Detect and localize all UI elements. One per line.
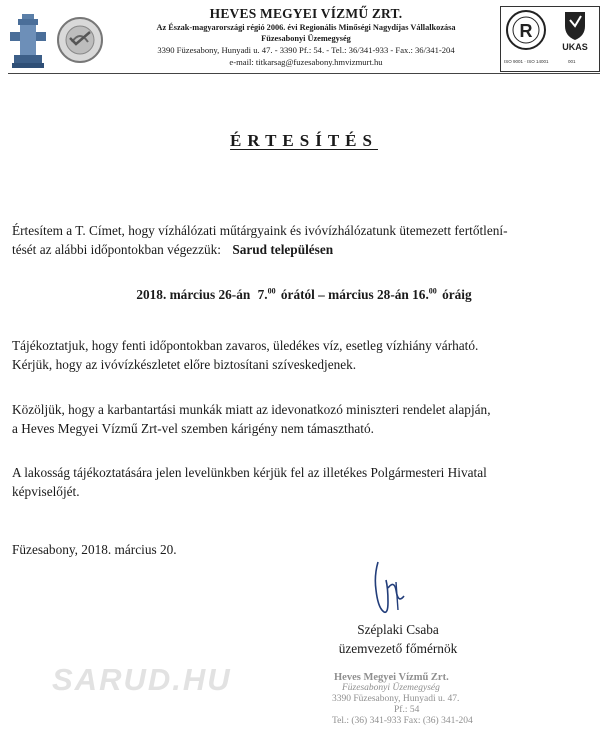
- site-watermark: SARUD.HU: [52, 662, 232, 697]
- document-title: ÉRTESÍTÉS: [230, 131, 378, 150]
- liability-paragraph: [12, 400, 598, 438]
- ukas-certification-icon: [555, 8, 595, 56]
- iso-cert-text: ISO 9001 · ISO 14001: [504, 59, 549, 64]
- unit-line: Füzesabonyi Üzemegység: [261, 34, 351, 43]
- stamp-line-1: Heves Megyei Vízmű Zrt.: [334, 672, 449, 683]
- letter-date: Füzesabony, 2018. március 20.: [12, 542, 177, 557]
- notice-paragraph: [12, 336, 598, 374]
- stamp-line-3: 3390 Füzesabony, Hunyadi u. 47.: [332, 694, 460, 704]
- signer-role: üzemvezető főmérnök: [338, 641, 458, 656]
- letterhead: [110, 6, 502, 68]
- end-suffix: óráig: [442, 287, 472, 302]
- intro-line-1: Értesítem a T. Címet, hogy vízhálózati műtárgyaink és ivóvízhálózatunk ütemezett fertőtlení-: [12, 223, 508, 238]
- intro-paragraph: [12, 221, 598, 259]
- svg-text:R: R: [519, 21, 533, 41]
- iso-certification-icon: [503, 8, 549, 56]
- start-suffix: órától – március 28-án: [280, 287, 409, 302]
- start-date: 2018. március 26-án: [136, 287, 251, 302]
- ukas-label: UKAS: [562, 42, 588, 52]
- company-name: HEVES MEGYEI VÍZMŰ ZRT.: [209, 6, 403, 21]
- stamp-line-5: Tel.: (36) 341-933 Fax: (36) 341-204: [332, 716, 473, 726]
- header-divider: [8, 73, 600, 74]
- end-minute: 00: [428, 286, 437, 296]
- cert-number: 001: [568, 59, 576, 64]
- end-hour: 16.: [412, 287, 429, 302]
- schedule-line: [0, 287, 608, 303]
- company-stamp: [322, 672, 492, 727]
- signer-name: Széplaki Csaba: [357, 622, 439, 637]
- signer-block: [338, 620, 458, 658]
- liability-line-2: a Heves Megyei Vízmű Zrt-vel szemben kárigény nem támasztható.: [12, 421, 374, 436]
- request-line-2: képviselőjét.: [12, 484, 80, 499]
- stamp-line-2: Füzesabonyi Üzemegység: [342, 683, 440, 693]
- notice-line-2: Kérjük, hogy az ivóvízkészletet előre biztosítani szíveskedjenek.: [12, 357, 357, 372]
- address-line: 3390 Füzesabony, Hunyadi u. 47. - 3390 Pf.: 54. - Tel.: 36/341-933 - Fax.: 36/341-204: [157, 45, 455, 55]
- intro-line-2: tését az alábbi időpontokban végezzük:: [12, 242, 221, 257]
- award-line: Az Észak-magyarországi régió 2006. évi Regionális Minőségi Nagydíjas Vállalkozása: [156, 23, 456, 32]
- request-paragraph: [12, 463, 598, 501]
- hydrant-logo-icon: [8, 12, 48, 70]
- liability-line-1: Közöljük, hogy a karbantartási munkák miatt az idevonatkozó miniszteri rendelet alapján,: [12, 402, 491, 417]
- start-minute: 00: [267, 286, 276, 296]
- place-name: Sarud településen: [232, 242, 334, 257]
- handwritten-signature: [362, 558, 412, 618]
- request-line-1: A lakosság tájékoztatására jelen levelünkben kérjük fel az illetékes Polgármesteri Hivatal: [12, 465, 487, 480]
- start-hour: 7.: [257, 287, 268, 302]
- email-line: e-mail: titkarsag@fuzesabony.hmvizmurt.hu: [229, 57, 383, 67]
- stamp-line-4: Pf.: 54: [394, 705, 420, 715]
- notice-line-1: Tájékoztatjuk, hogy fenti időpontokban zavaros, üledékes víz, esetleg vízhiány várható.: [12, 338, 479, 353]
- correct-partner-logo-icon: [56, 16, 104, 64]
